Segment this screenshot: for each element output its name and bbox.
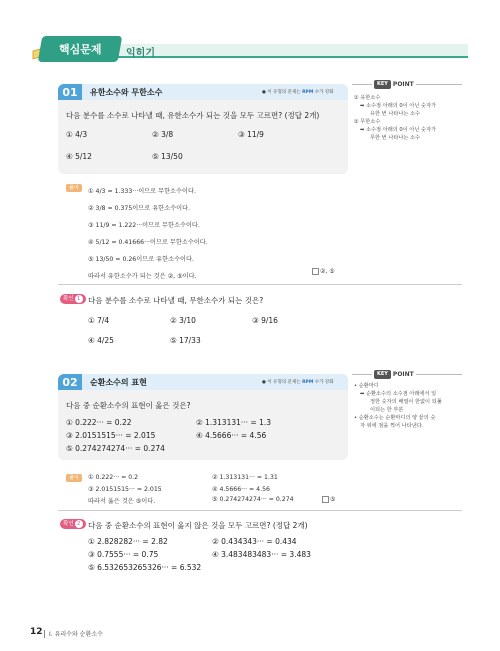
choice-2-1[interactable]: ① 0.222··· = 0.2̇2̇ (66, 418, 132, 427)
check-choice-2-5[interactable]: ⑤ 6.532653265326··· = 6.5̇32̇ (88, 563, 202, 572)
check-choice-2-4[interactable]: ④ 3.483483483··· = 3.4̇83̇ (212, 550, 311, 559)
choice-1-2[interactable]: ② 3/8 (152, 130, 174, 139)
section-subtitle: 익히기 (126, 48, 155, 59)
solution-line: 따라서 유한소수가 되는 것은 ②, ⑤이다. (88, 273, 197, 280)
choice-1-1[interactable]: ① 4/3 (66, 130, 88, 139)
divider (58, 284, 462, 285)
solution-badge-2: 풀이 (66, 474, 82, 482)
choice-1-4[interactable]: ④ 5/12 (66, 152, 92, 161)
problem-tag-2: ● 이 유형의 문제는 RPM 수가 강화 (262, 380, 334, 385)
divider (58, 510, 462, 511)
keypoint-badge: KEY (374, 80, 391, 89)
answer-2: ⑤ (322, 496, 335, 503)
check-choice-1-4[interactable]: ④ 4/25 (88, 336, 114, 345)
problem-number-1: 01 (58, 84, 82, 100)
check-text-1: 다음 분수를 소수로 나타낼 때, 무한소수가 되는 것은? (88, 296, 264, 305)
chapter-title: I. 유리수와 순환소수 (49, 631, 103, 638)
solution-line: ③ 2.0151515··· = 2.01̇5̇ (88, 486, 162, 493)
answer-1: ②, ⑤ (312, 268, 335, 275)
check-choice-1-1[interactable]: ① 7/4 (88, 316, 110, 325)
section-tab-label: 핵심문제 (58, 43, 102, 56)
problem-text-2: 다음 중 순환소수의 표현이 옳은 것은? (66, 401, 191, 410)
choice-2-2[interactable]: ② 1.313131··· = 1.3̇ (196, 418, 272, 427)
choice-1-5[interactable]: ⑤ 13/50 (152, 152, 183, 161)
choice-2-3[interactable]: ③ 2.0151515··· = 2.0̇1̇5̇ (66, 431, 156, 440)
solution-line: ⑤ 13/50 = 0.26이므로 유한소수이다. (88, 256, 194, 263)
solution-line: ① 4/3 = 1.333···이므로 무한소수이다. (88, 188, 196, 195)
keypoint-text-1: ① 유한소수 ➡ 소수점 아래의 0이 아닌 숫자가 유한 번 나타나는 소수 ② 무한소수 ➡ 소수점 아래의 0이 아닌 숫자가 무한 번 나타나는 소수 (354, 95, 437, 141)
problem-text-1: 다음 분수를 소수로 나타낼 때, 유한소수가 되는 것을 모두 고르면? (정답 2개) (66, 111, 320, 120)
problem-title-2: 순환소수의 표현 (90, 378, 147, 387)
solution-line: 따라서 옳은 것은 ⑤이다. (88, 498, 156, 505)
check-choice-1-2[interactable]: ② 3/10 (170, 316, 196, 325)
solution-line: ① 0.222··· = 0.2̇ (88, 474, 139, 481)
solution-2-right (212, 472, 278, 496)
keypoint-text-2: • 순환마디 ➡ 순환소수의 소수점 아래에서 일 정한 숫자의 배열이 한없이 되풀 이되는 한 부분 • 순환소수는 순환마디의 양 끝의 숫 자 위에 점을 찍어 나타낸다. (354, 383, 442, 429)
check-choice-1-3[interactable]: ③ 9/16 (252, 316, 278, 325)
check-choice-2-3[interactable]: ③ 0.7555··· = 0.7̇5̇ (88, 550, 159, 559)
solution-1 (88, 183, 208, 285)
page-number: 12 (30, 627, 43, 637)
keypoint-label-1 (372, 80, 416, 89)
answer-box-icon (312, 268, 319, 275)
solution-line: ④ 4.5666··· = 4.56̇ (212, 486, 270, 493)
section-tab (38, 36, 123, 62)
problem-tag-1: ● 이 유형의 문제는 RPM 수가 강화 (262, 90, 334, 95)
solution-2 (88, 472, 162, 508)
check-choice-1-5[interactable]: ⑤ 17/33 (170, 336, 201, 345)
solution-line: ④ 5/12 = 0.41666···이므로 무한소수이다. (88, 239, 208, 246)
check-choice-2-1[interactable]: ① 2.828282··· = 2.8̇2̇ (88, 537, 168, 546)
keypoint-word: POINT (392, 81, 414, 88)
solution-line: ② 3/8 = 0.375이므로 유한소수이다. (88, 205, 191, 212)
solution-line: ③ 11/9 = 1.222···이므로 무한소수이다. (88, 222, 200, 229)
footer-divider (44, 630, 45, 638)
choice-2-5[interactable]: ⑤ 0.274274274··· = 0.2̇7̇4̇ (66, 444, 165, 453)
check-choice-2-2[interactable]: ② 0.434343··· = 0.4̇3̇4̇ (212, 537, 297, 546)
choice-1-3[interactable]: ③ 11/9 (238, 130, 264, 139)
solution-line: ② 1.313131··· = 1.3̇1̇ (212, 474, 278, 481)
solution-badge-1: 풀이 (66, 184, 82, 192)
choice-2-4[interactable]: ④ 4.5666··· = 4.5̇6̇ (196, 431, 267, 440)
keypoint-label-2 (372, 370, 416, 379)
keypoint-word: POINT (392, 371, 414, 378)
answer-box-icon (322, 496, 329, 503)
problem-number-2: 02 (58, 374, 82, 390)
solution-line: ⑤ 0.274274274··· = 0.2̇74̇ (212, 496, 294, 503)
problem-title-1: 유한소수와 무한소수 (90, 88, 163, 97)
check-badge-2: 확인 2 (60, 519, 86, 529)
keypoint-badge: KEY (374, 370, 391, 379)
check-text-2: 다음 중 순환소수의 표현이 옳지 않은 것을 모두 고르면? (정답 2개) (88, 521, 308, 530)
check-badge-1: 확인 1 (60, 294, 86, 304)
